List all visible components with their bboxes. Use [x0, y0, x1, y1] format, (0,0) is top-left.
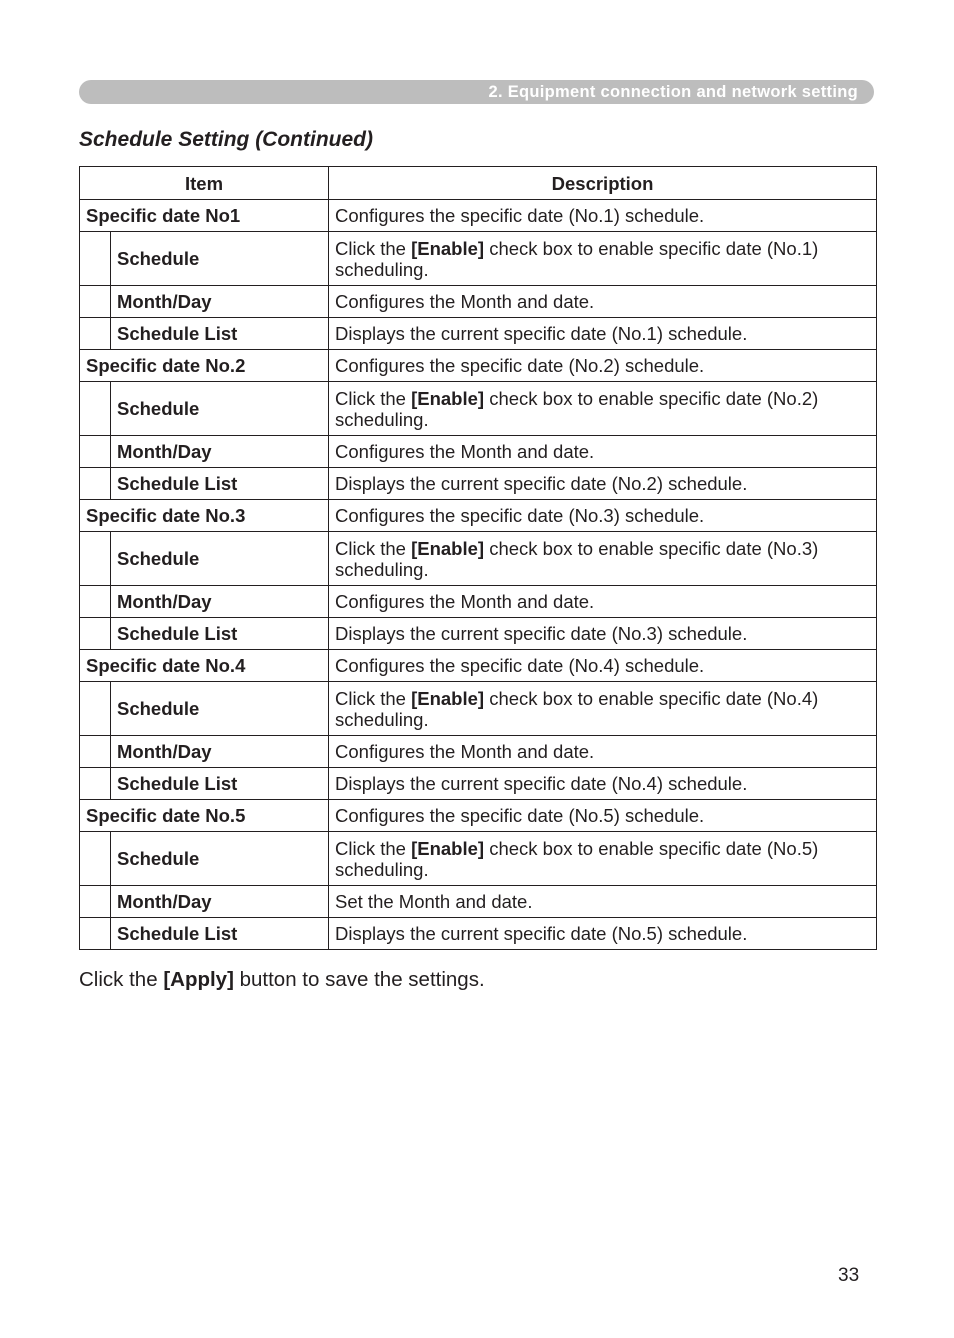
table-row	[80, 918, 877, 950]
sub-item-description	[329, 886, 877, 918]
table-row	[80, 800, 877, 832]
description-text: check box to enable specific date (No.2) scheduling.	[335, 387, 819, 430]
description-text: Click the	[335, 387, 412, 409]
enable-checkbox-label: [Enable]	[411, 687, 485, 709]
apply-button-label: [Apply]	[163, 968, 234, 991]
table-row	[80, 682, 877, 736]
sub-item-name: Month/Day	[111, 586, 329, 618]
chapter-header-bar	[79, 80, 874, 104]
indent-cell	[80, 918, 111, 950]
indent-cell	[80, 886, 111, 918]
description-text: Configures the Month and date.	[335, 441, 595, 462]
description-text: Set the Month and date.	[335, 891, 533, 912]
table-row	[80, 650, 877, 682]
sub-item-name: Schedule List	[111, 918, 329, 950]
group-item-name: Specific date No1	[80, 200, 329, 232]
table-row	[80, 768, 877, 800]
table-row	[80, 832, 877, 886]
description-text: Displays the current specific date (No.1) schedule.	[335, 323, 748, 344]
table-row	[80, 286, 877, 318]
group-item-name: Specific date No.2	[80, 350, 329, 382]
table-row	[80, 232, 877, 286]
apply-instruction-pre: Click the	[79, 968, 164, 991]
indent-cell	[80, 318, 111, 350]
description-text: Configures the Month and date.	[335, 741, 595, 762]
indent-cell	[80, 768, 111, 800]
table-row	[80, 736, 877, 768]
group-description: Configures the specific date (No.4) schedule.	[329, 650, 877, 682]
sub-item-description	[329, 618, 877, 650]
group-item-name: Specific date No.4	[80, 650, 329, 682]
group-description: Configures the specific date (No.5) schedule.	[329, 800, 877, 832]
sub-item-name: Schedule List	[111, 318, 329, 350]
sub-item-name: Schedule	[111, 382, 329, 436]
sub-item-description	[329, 586, 877, 618]
table-row	[80, 350, 877, 382]
indent-cell	[80, 232, 111, 286]
sub-item-name: Schedule List	[111, 618, 329, 650]
sub-item-name: Month/Day	[111, 886, 329, 918]
indent-cell	[80, 618, 111, 650]
indent-cell	[80, 832, 111, 886]
sub-item-name: Schedule List	[111, 468, 329, 500]
description-text: check box to enable specific date (No.5) scheduling.	[335, 837, 819, 880]
table-row	[80, 318, 877, 350]
description-text: Configures the Month and date.	[335, 291, 595, 312]
description-text: Displays the current specific date (No.4) schedule.	[335, 773, 748, 794]
sub-item-name: Month/Day	[111, 436, 329, 468]
table-row	[80, 468, 877, 500]
sub-item-description	[329, 468, 877, 500]
sub-item-description	[329, 918, 877, 950]
group-description: Configures the specific date (No.2) schedule.	[329, 350, 877, 382]
column-header-description: Description	[329, 167, 877, 200]
description-text: Displays the current specific date (No.5) schedule.	[335, 923, 748, 944]
indent-cell	[80, 468, 111, 500]
group-description: Configures the specific date (No.3) schedule.	[329, 500, 877, 532]
description-text: Displays the current specific date (No.3) schedule.	[335, 623, 748, 644]
sub-item-description	[329, 768, 877, 800]
sub-item-name: Month/Day	[111, 736, 329, 768]
description-text: Click the	[335, 537, 412, 559]
table-row	[80, 886, 877, 918]
indent-cell	[80, 736, 111, 768]
description-text: Configures the Month and date.	[335, 591, 595, 612]
sub-item-description	[329, 832, 877, 886]
table-row	[80, 382, 877, 436]
table-body	[80, 200, 877, 950]
apply-instruction-post: button to save the settings.	[233, 968, 485, 991]
indent-cell	[80, 532, 111, 586]
table-row	[80, 500, 877, 532]
indent-cell	[80, 586, 111, 618]
description-text: Click the	[335, 837, 412, 859]
page-number: 33	[838, 1265, 860, 1286]
section-title: Schedule Setting (Continued)	[79, 128, 373, 151]
settings-table	[79, 166, 877, 950]
table-row	[80, 586, 877, 618]
sub-item-description	[329, 532, 877, 586]
sub-item-description	[329, 382, 877, 436]
table-row	[80, 436, 877, 468]
sub-item-name: Schedule	[111, 532, 329, 586]
sub-item-description	[329, 232, 877, 286]
description-text: check box to enable specific date (No.1) scheduling.	[335, 237, 819, 280]
sub-item-description	[329, 286, 877, 318]
sub-item-name: Schedule List	[111, 768, 329, 800]
sub-item-name: Schedule	[111, 232, 329, 286]
sub-item-name: Schedule	[111, 682, 329, 736]
description-text: check box to enable specific date (No.4) scheduling.	[335, 687, 819, 730]
table-row	[80, 532, 877, 586]
description-text: check box to enable specific date (No.3) scheduling.	[335, 537, 819, 580]
sub-item-description	[329, 318, 877, 350]
indent-cell	[80, 436, 111, 468]
sub-item-description	[329, 736, 877, 768]
indent-cell	[80, 382, 111, 436]
sub-item-description	[329, 682, 877, 736]
enable-checkbox-label: [Enable]	[411, 537, 485, 559]
sub-item-name: Month/Day	[111, 286, 329, 318]
enable-checkbox-label: [Enable]	[411, 837, 485, 859]
indent-cell	[80, 286, 111, 318]
column-header-item: Item	[80, 167, 329, 200]
table-row	[80, 618, 877, 650]
indent-cell	[80, 682, 111, 736]
chapter-title: 2. Equipment connection and network setting	[488, 83, 858, 101]
description-text: Click the	[335, 687, 412, 709]
sub-item-description	[329, 436, 877, 468]
group-description: Configures the specific date (No.1) schedule.	[329, 200, 877, 232]
description-text: Displays the current specific date (No.2) schedule.	[335, 473, 748, 494]
table-row	[80, 200, 877, 232]
group-item-name: Specific date No.3	[80, 500, 329, 532]
sub-item-name: Schedule	[111, 832, 329, 886]
apply-instruction	[79, 966, 485, 994]
group-item-name: Specific date No.5	[80, 800, 329, 832]
enable-checkbox-label: [Enable]	[411, 237, 485, 259]
description-text: Click the	[335, 237, 412, 259]
enable-checkbox-label: [Enable]	[411, 387, 485, 409]
